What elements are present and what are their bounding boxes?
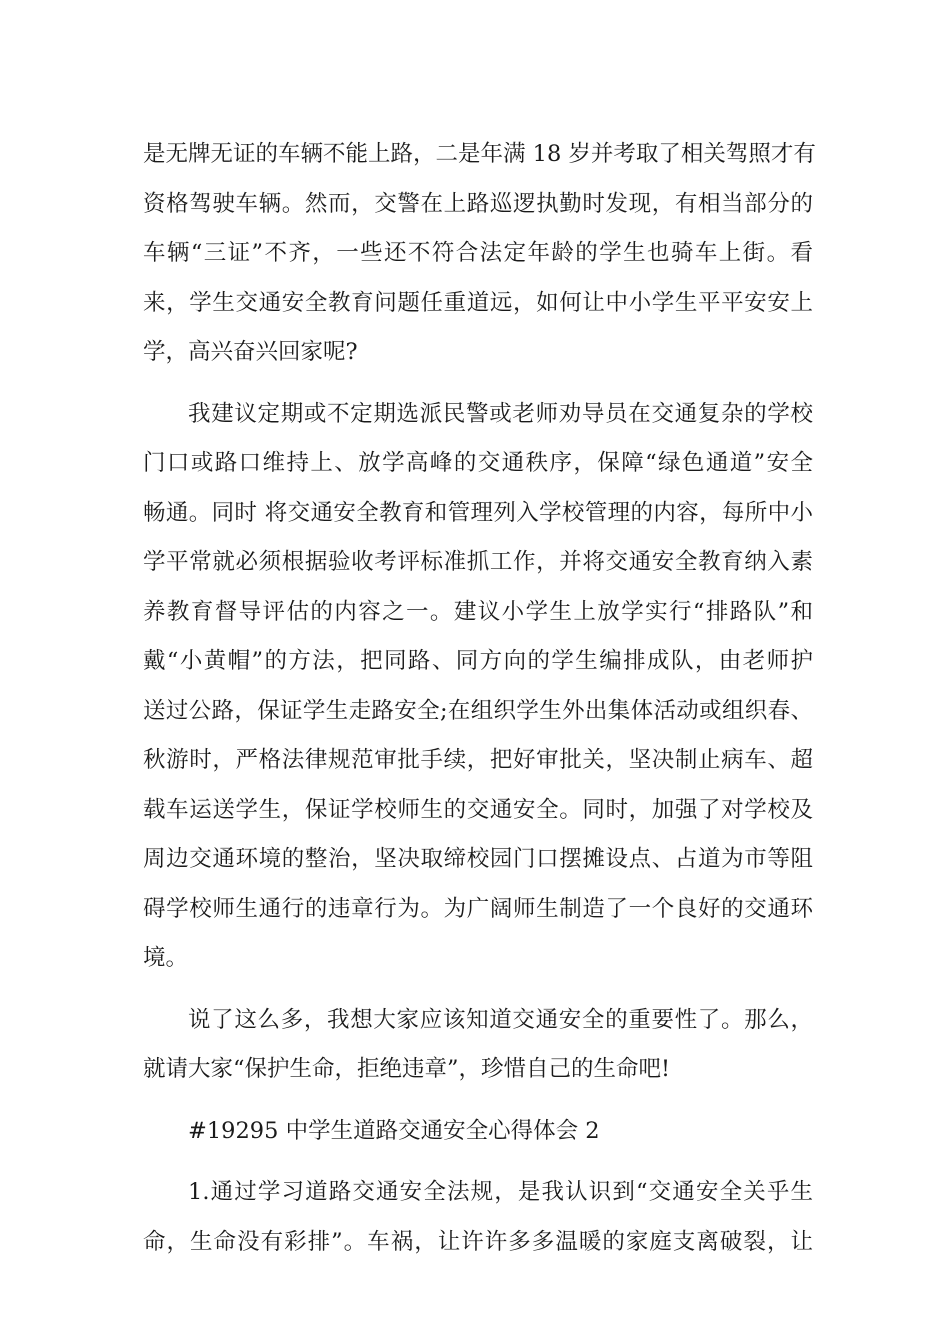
paragraph-2 <box>143 390 813 984</box>
text-line: 周边交通环境的整治，坚决取缔校园门口摆摊设点、占道为市等阻 <box>143 846 813 872</box>
section-heading <box>143 1107 813 1157</box>
paragraph-5 <box>143 1168 813 1267</box>
text-line: 我建议定期或不定期选派民警或老师劝导员在交通复杂的学校 <box>188 400 813 427</box>
text-line: 说了这么多，我想大家应该知道交通安全的重要性了。那么， <box>188 1006 813 1033</box>
text-line: 是无牌无证的车辆不能上路，二是年满 18 岁并考取了相关驾照才有 <box>143 141 816 167</box>
heading-line: #19295 中学生道路交通安全心得体会 2 <box>188 1117 600 1144</box>
text-line: 1.通过学习道路交通安全法规，是我认识到“交通安全关乎生 <box>188 1179 813 1205</box>
text-line: 养教育督导评估的内容之一。建议小学生上放学实行“排路队”和 <box>143 598 813 625</box>
paragraph-3 <box>143 996 813 1095</box>
text-line: 载车运送学生，保证学校师生的交通安全。同时，加强了对学校及 <box>143 796 813 823</box>
text-line: 学，高兴奋兴回家呢? <box>143 339 358 365</box>
document-body <box>143 130 816 1267</box>
text-line: 门口或路口维持上、放学高峰的交通秩序，保障“绿色通道”安全 <box>143 450 813 476</box>
text-line: 境。 <box>143 945 189 971</box>
text-line: 来，学生交通安全教育问题任重道远，如何让中小学生平平安安上 <box>143 289 813 316</box>
text-line: 资格驾驶车辆。然而，交警在上路巡逻执勤时发现，有相当部分的 <box>143 190 813 217</box>
text-line: 送过公路，保证学生走路安全;在组织学生外出集体活动或组织春、 <box>143 697 813 724</box>
text-line: 就请大家“保护生命，拒绝违章”，珍惜自己的生命吧! <box>143 1056 671 1082</box>
text-line: 车辆“三证”不齐，一些还不符合法定年龄的学生也骑车上街。看 <box>143 240 813 266</box>
text-line: 学平常就必须根据验收考评标准抓工作，并将交通安全教育纳入素 <box>143 549 813 575</box>
text-line: 碍学校师生通行的违章行为。为广阔师生制造了一个良好的交通环 <box>143 895 813 922</box>
text-line: 秋游时，严格法律规范审批手续，把好审批关，坚决制止病车、超 <box>143 747 813 773</box>
text-line: 命，生命没有彩排”。车祸，让许许多多温暖的家庭支离破裂，让 <box>143 1228 813 1255</box>
text-line: 畅通。同时 将交通安全教育和管理列入学校管理的内容，每所中小 <box>143 499 813 526</box>
paragraph-1 <box>143 130 816 378</box>
text-line: 戴“小黄帽”的方法，把同路、同方向的学生编排成队，由老师护 <box>143 648 813 674</box>
